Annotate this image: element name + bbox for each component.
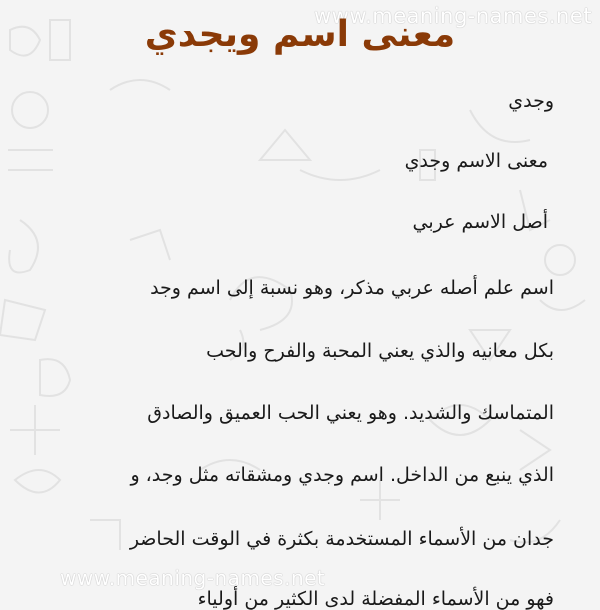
paragraph-line: جدان من الأسماء المستخدمة بكثرة في الوقت الحاضر: [129, 528, 554, 550]
meaning-heading: معنى الاسم وجدي: [404, 150, 548, 172]
paragraph-line: بكل معانيه والذي يعني المحبة والفرح والحب: [206, 340, 554, 362]
paragraph-line: اسم علم أصله عربي مذكر، وهو نسبة إلى اسم وجد: [150, 277, 554, 299]
watermark-top: www.meaning-names.net: [313, 4, 592, 28]
paragraph-line: فهو من الأسماء المفضلة لدى الكثير من أولياء: [197, 588, 554, 610]
paragraph-line: الذي ينبع من الداخل. اسم وجدي ومشقاته مثل وجد، و: [130, 464, 554, 486]
name-line: وجدي: [508, 90, 554, 112]
origin-heading: أصل الاسم عربي: [412, 211, 548, 233]
page-title: معنى اسم ويجدي: [144, 14, 456, 55]
paragraph-line: المتماسك والشديد. وهو يعني الحب العميق والصادق: [147, 402, 554, 424]
watermark-bottom: www.meaning-names.net: [60, 566, 326, 590]
